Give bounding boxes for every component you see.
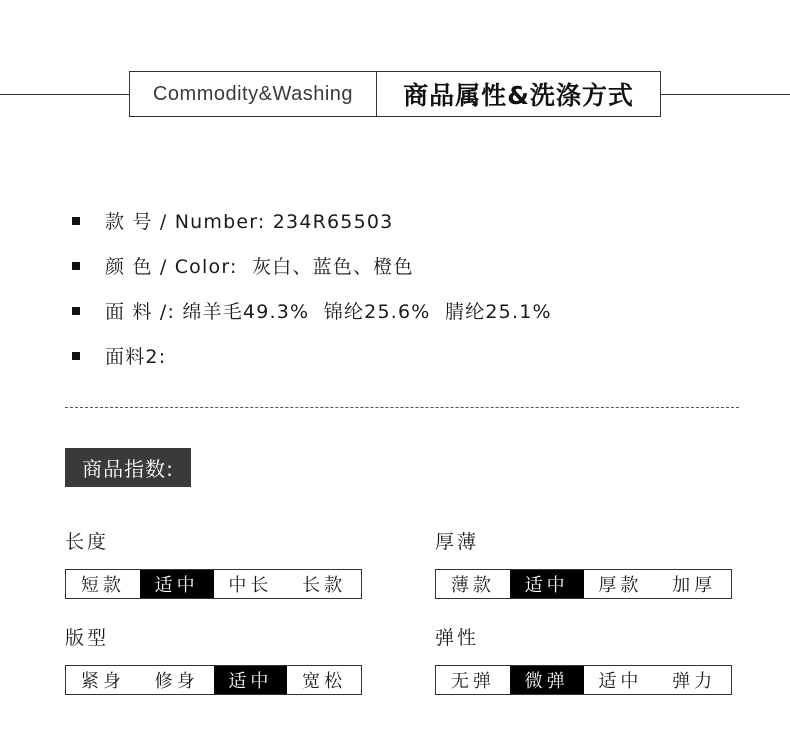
option-cell: 短款 [80, 575, 125, 596]
attribute-item-color [72, 243, 552, 288]
product-index-heading: 商品指数: [65, 448, 191, 487]
option-cell: 宽松 [302, 671, 347, 692]
metric-label: 弹性 [435, 627, 480, 649]
metric-fit [65, 625, 362, 695]
metric-label: 长度 [65, 531, 110, 553]
option-scale [435, 665, 732, 695]
option-scale [65, 665, 362, 695]
header-rule-right [661, 94, 790, 95]
option-cell: 适中 [214, 666, 288, 694]
option-cell: 加厚 [672, 575, 717, 596]
metric-length [65, 529, 362, 599]
attribute-item-fabric [72, 288, 552, 333]
option-cell: 长款 [302, 575, 347, 596]
title-english: Commodity&Washing [130, 72, 377, 116]
square-bullet-icon [72, 262, 80, 270]
square-bullet-icon [72, 307, 80, 315]
option-cell: 薄款 [450, 575, 495, 596]
option-cell: 适中 [510, 570, 584, 598]
metric-label: 版型 [65, 627, 110, 649]
option-cell: 微弹 [510, 666, 584, 694]
option-cell: 适中 [140, 570, 214, 598]
attribute-text: 颜 色 / Color: 灰白、蓝色、橙色 [105, 256, 414, 278]
option-cell: 弹力 [672, 671, 717, 692]
option-scale [65, 569, 362, 599]
title-chinese: 商品属性&洗涤方式 [403, 81, 634, 110]
square-bullet-icon [72, 217, 80, 225]
option-cell: 厚款 [598, 575, 643, 596]
attribute-list [72, 198, 552, 378]
metric-elasticity [435, 625, 732, 695]
option-cell: 无弹 [450, 671, 495, 692]
section-title-box [129, 71, 661, 117]
attribute-text: 款 号 / Number: 234R65503 [105, 211, 394, 233]
square-bullet-icon [72, 352, 80, 360]
attribute-text: 面 料 /: 绵羊毛49.3% 锦纶25.6% 腈纶25.1% [105, 301, 552, 323]
option-cell: 中长 [228, 575, 273, 596]
attribute-item-number [72, 198, 552, 243]
option-scale [435, 569, 732, 599]
attribute-text: 面料2: [105, 346, 167, 368]
dashed-divider [65, 407, 739, 408]
option-cell: 紧身 [80, 671, 125, 692]
attribute-item-fabric2 [72, 333, 552, 378]
metric-label: 厚薄 [435, 531, 480, 553]
header-rule-left [0, 94, 129, 95]
metric-thickness [435, 529, 732, 599]
option-cell: 修身 [154, 671, 199, 692]
option-cell: 适中 [598, 671, 643, 692]
